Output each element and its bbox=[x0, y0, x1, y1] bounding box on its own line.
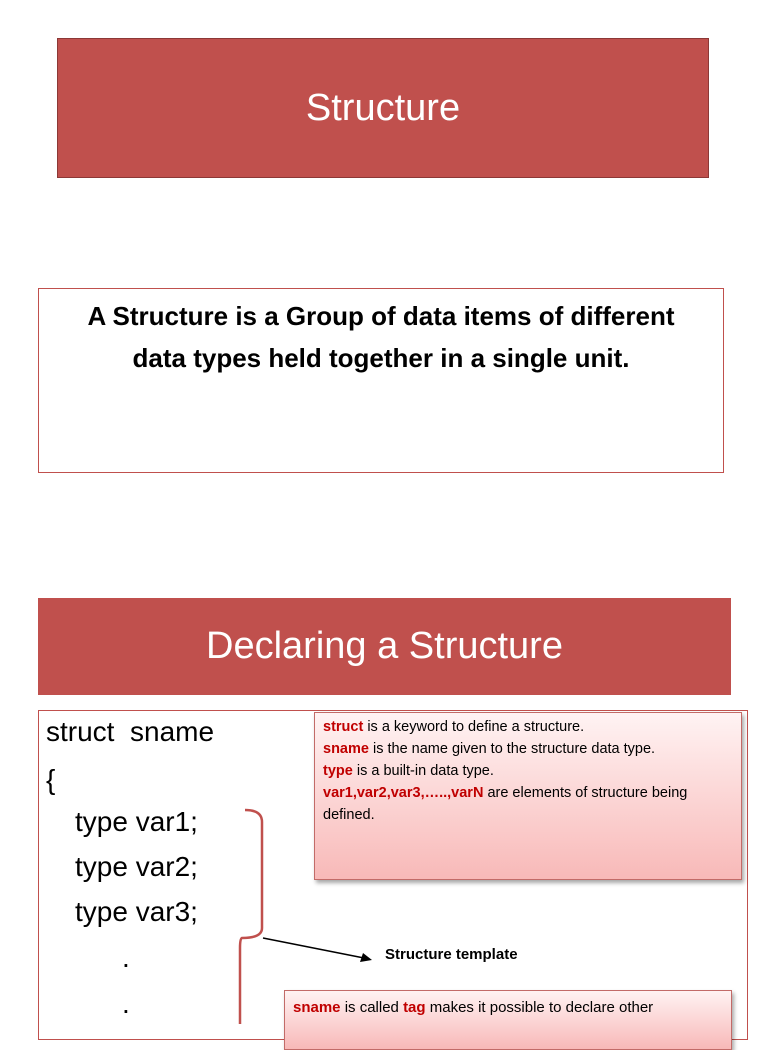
code-line-open-brace: { bbox=[46, 764, 56, 795]
note2-text-2: makes it possible to declare other bbox=[425, 999, 654, 1016]
keyword-sname-tag: sname bbox=[293, 999, 341, 1016]
note-line-vars bbox=[323, 782, 733, 826]
note-text-sname: is the name given to the structure data type. bbox=[368, 741, 656, 757]
keyword-type: type bbox=[323, 763, 353, 779]
code-line-struct: struct sname bbox=[46, 716, 215, 747]
code-line-var3: type var3; bbox=[75, 896, 198, 927]
note-line-sname bbox=[323, 738, 733, 760]
note-text-type: is a built-in data type. bbox=[352, 763, 494, 779]
arrow-line bbox=[263, 938, 364, 958]
keyword-tag: tag bbox=[403, 999, 426, 1016]
keyword-explanation-note bbox=[314, 712, 742, 880]
note-text-vars: are elements of structure being defined. bbox=[323, 785, 688, 823]
note2-text-1: is called bbox=[340, 999, 404, 1016]
note-line-struct bbox=[323, 716, 733, 738]
note-text-struct: is a keyword to define a structure. bbox=[363, 719, 585, 735]
slide-title-text: Structure bbox=[305, 86, 461, 129]
slide-title-declaring-text: Declaring a Structure bbox=[206, 625, 563, 667]
arrow-head-icon bbox=[360, 953, 372, 962]
definition-text: A Structure is a Group of data items of different data types held together in a single unit. bbox=[87, 301, 675, 373]
keyword-vars: var1,var2,var3,…..,varN bbox=[323, 785, 484, 801]
code-line-dot-2: . bbox=[122, 988, 130, 1019]
code-line-var1: type var1; bbox=[75, 806, 198, 837]
code-line-dot-1: . bbox=[122, 942, 130, 973]
tag-explanation-note bbox=[284, 990, 732, 1050]
template-bracket bbox=[240, 810, 262, 1024]
keyword-sname: sname bbox=[323, 741, 369, 757]
structure-template-label: Structure template bbox=[385, 946, 518, 963]
note-line-type bbox=[323, 760, 733, 782]
keyword-struct: struct bbox=[323, 719, 364, 735]
code-line-var2: type var2; bbox=[75, 851, 198, 882]
